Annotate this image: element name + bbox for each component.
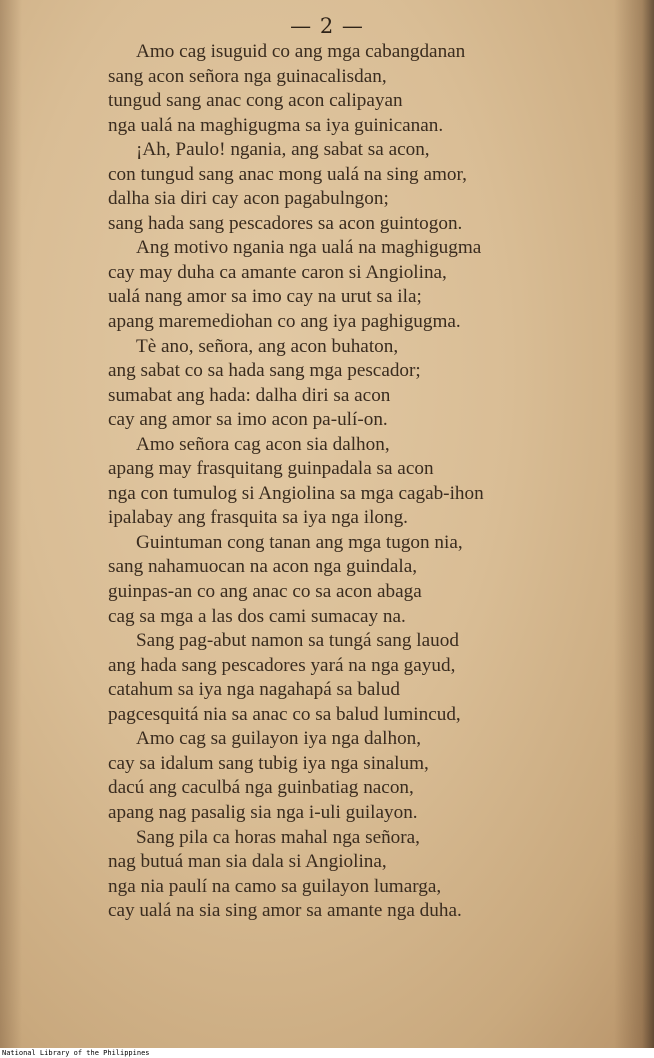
verse-block — [108, 40, 628, 924]
verse-line: catahum sa iya nga nagahapá sa balud — [108, 679, 400, 701]
verse-line: ang hada sang pescadores yará na nga gayud, — [108, 654, 456, 676]
verse-line: sang nahamuocan na acon nga guindala, — [108, 556, 418, 578]
verse-line: cay may duha ca amante caron si Angiolina, — [108, 261, 447, 283]
verse-line: guinpas-an co ang anac co sa acon abaga — [108, 581, 422, 603]
verse-line: apang maremediohan co ang iya paghigugma. — [108, 311, 461, 333]
verse-line: Sang pag-abut namon sa tungá sang lauod — [136, 630, 459, 652]
verse-line: Tè ano, señora, ang acon buhaton, — [136, 335, 399, 357]
verse-line: nag butuá man sia dala si Angiolina, — [108, 851, 387, 873]
verse-line: con tungud sang anac mong ualá na sing amor, — [108, 163, 467, 185]
library-credit: National Library of the Philippines — [2, 1049, 150, 1057]
verse-line: cay ang amor sa imo acon pa-ulí-on. — [108, 409, 388, 431]
verse-line: cay ualá na sia sing amor sa amante nga duha. — [108, 900, 462, 922]
verse-line: ualá nang amor sa imo cay na urut sa ila; — [108, 286, 422, 308]
verse-line: apang nag pasalig sia nga i-uli guilayon. — [108, 801, 418, 823]
verse-line: ¡Ah, Paulo! ngania, ang sabat sa acon, — [136, 139, 430, 161]
verse-line: cay sa idalum sang tubig iya nga sinalum, — [108, 752, 429, 774]
verse-line: sang hada sang pescadores sa acon guintogon. — [108, 212, 463, 234]
verse-line: tungud sang anac cong acon calipayan — [108, 90, 403, 112]
verse-line: ipalabay ang frasquita sa iya nga ilong. — [108, 507, 408, 529]
verse-line: sang acon señora nga guinacalisdan, — [108, 65, 387, 87]
verse-line: nga ualá na maghigugma sa iya guinicanan. — [108, 114, 444, 136]
verse-line: Amo cag isuguid co ang mga cabangdanan — [136, 41, 466, 62]
page-number: — 2 — — [290, 14, 364, 38]
verse-line: dalha sia diri cay acon pagabulngon; — [108, 188, 389, 210]
verse-line: cag sa mga a las dos cami sumacay na. — [108, 605, 406, 627]
verse-line: apang may frasquitang guinpadala sa acon — [108, 458, 434, 480]
verse-line: pagcesquitá nia sa anac co sa balud lumincud, — [108, 703, 461, 725]
verse-line: Amo señora cag acon sia dalhon, — [136, 433, 390, 455]
verse-line: Ang motivo ngania nga ualá na maghigugma — [136, 237, 482, 259]
verse-line: sumabat ang hada: dalha diri sa acon — [108, 384, 391, 406]
verse-line: dacú ang caculbá nga guinbatiag nacon, — [108, 777, 414, 799]
verse-line: ang sabat co sa hada sang mga pescador; — [108, 360, 421, 382]
verse-line: nga con tumulog si Angiolina sa mga cagab-ihon — [108, 482, 484, 504]
verse-line: Guintuman cong tanan ang mga tugon nia, — [136, 531, 463, 553]
verse-line: Sang pila ca horas mahal nga señora, — [136, 826, 420, 848]
verse-line: Amo cag sa guilayon iya nga dalhon, — [136, 728, 422, 750]
verse-line: nga nia paulí na camo sa guilayon lumarga, — [108, 875, 442, 897]
